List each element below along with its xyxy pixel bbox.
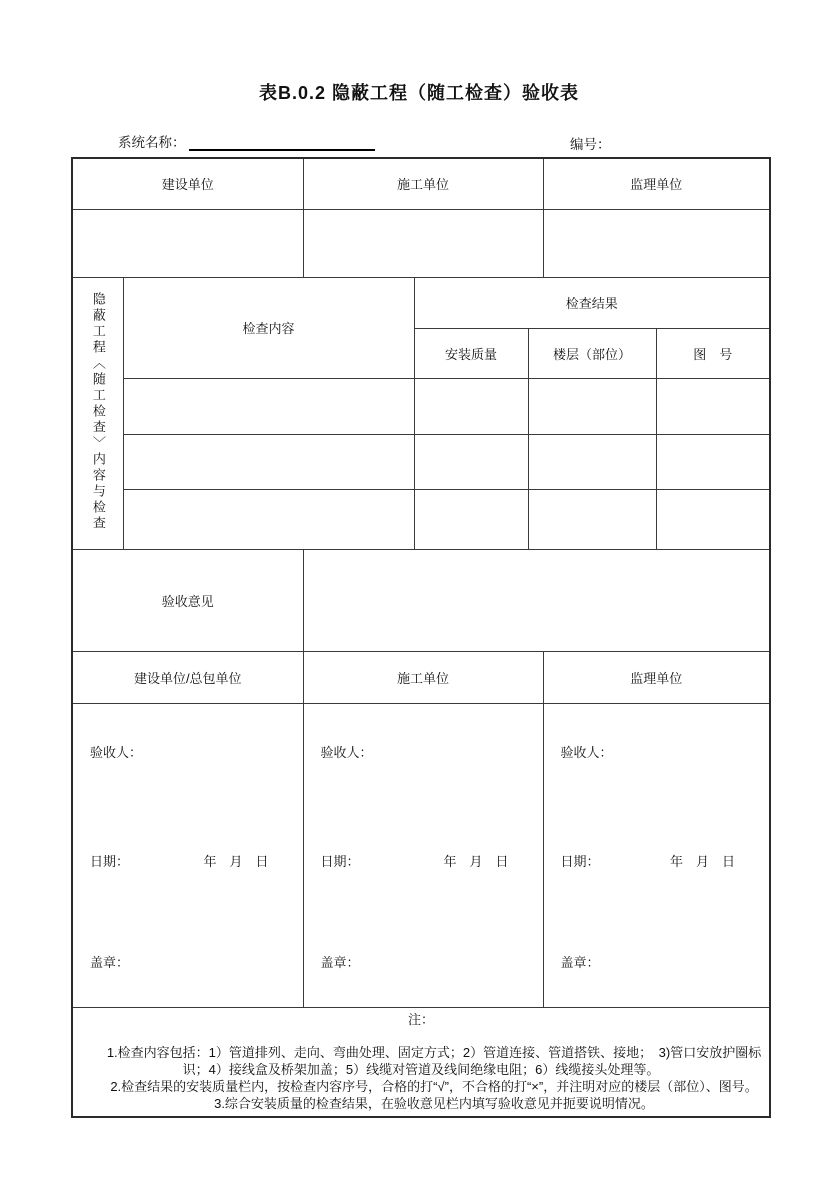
drawing-number-header: 图 号: [656, 328, 770, 378]
supervisor-unit-fill-cell[interactable]: [543, 209, 770, 277]
date-placeholder: 年 月 日: [443, 853, 509, 869]
top-construction-unit-header: 建设单位: [72, 158, 303, 209]
date-label: 日期：: [560, 853, 600, 869]
date-placeholder: 年 月 日: [670, 853, 736, 869]
acceptor-label: 验收人：: [560, 744, 613, 760]
inspection-row-1: [72, 378, 770, 434]
inspection-result-header: 检查结果: [414, 277, 770, 328]
acceptance-opinion-label: 验收意见: [72, 549, 303, 651]
floor-location-header: 楼层（部位）: [528, 328, 656, 378]
install-quality-fill-cell[interactable]: [414, 434, 528, 489]
page-title: 表B.0.2 隐蔽工程（随工检查）验收表: [258, 83, 580, 103]
acceptance-form-table: [71, 157, 771, 1118]
date-row: [90, 851, 269, 870]
system-name-input[interactable]: [189, 135, 375, 151]
seal-label: 盖章：: [320, 954, 360, 970]
top-units-fill-row: [72, 209, 770, 277]
construction-signature-cell[interactable]: [72, 703, 303, 1007]
date-row: [561, 851, 736, 870]
inspection-content-fill-cell[interactable]: [123, 489, 414, 549]
inspection-content-header: 检查内容: [123, 277, 414, 378]
notes-row: [72, 1007, 770, 1117]
drawing-number-fill-cell[interactable]: [656, 434, 770, 489]
seal-label: 盖章：: [560, 954, 600, 970]
system-name-row: [118, 131, 375, 151]
top-units-header-row: [72, 158, 770, 209]
signature-row: [72, 703, 770, 1007]
date-row: [321, 851, 509, 870]
floor-location-fill-cell[interactable]: [528, 378, 656, 434]
inspection-row-3: [72, 489, 770, 549]
date-label: 日期：: [90, 853, 130, 869]
seal-label: 盖章：: [90, 954, 130, 970]
acceptor-label: 验收人：: [90, 744, 143, 760]
floor-location-fill-cell[interactable]: [528, 489, 656, 549]
inspection-content-fill-cell[interactable]: [123, 434, 414, 489]
notes-cell: [72, 1007, 770, 1117]
note-item-1: 1.检查内容包括：1）管道排列、走向、弯曲处理、固定方式；2）管道连接、管道搭铁、接地； 3)管口安放护圈标识；4）接线盒及桥架加盖；5）线缆对管道及线间绝缘电阻；6）线缆接头处理等。: [106, 1044, 762, 1077]
note-item-2: 2.检查结果的安装质量栏内，按检查内容序号，合格的打“√”，不合格的打“×”，并注明对应的楼层（部位）、图号。: [110, 1078, 758, 1094]
contractor-unit-fill-cell[interactable]: [303, 209, 543, 277]
contractor-signature-cell[interactable]: [303, 703, 543, 1007]
top-supervisor-unit-header: 监理单位: [543, 158, 770, 209]
date-placeholder: 年 月 日: [203, 853, 269, 869]
inspection-row-2: [72, 434, 770, 489]
drawing-number-fill-cell[interactable]: [656, 378, 770, 434]
inspection-header-row-1: [72, 277, 770, 328]
construction-unit-fill-cell[interactable]: [72, 209, 303, 277]
date-label: 日期：: [320, 853, 360, 869]
install-quality-fill-cell[interactable]: [414, 378, 528, 434]
inspection-side-cell: [72, 277, 123, 549]
bottom-contractor-unit-header: 施工单位: [303, 651, 543, 703]
bottom-construction-unit-header: 建设单位/总包单位: [72, 651, 303, 703]
acceptor-label: 验收人：: [320, 744, 373, 760]
drawing-number-fill-cell[interactable]: [656, 489, 770, 549]
bottom-units-header-row: [72, 651, 770, 703]
number-label: 编号：: [570, 137, 611, 152]
inspection-content-fill-cell[interactable]: [123, 378, 414, 434]
top-contractor-unit-header: 施工单位: [303, 158, 543, 209]
system-name-label: 系统名称：: [118, 135, 186, 150]
note-item-3: 3.综合安装质量的检查结果，在验收意见栏内填写验收意见并扼要说明情况。: [214, 1096, 654, 1112]
notes-label: 注：: [408, 1011, 435, 1027]
install-quality-header: 安装质量: [414, 328, 528, 378]
floor-location-fill-cell[interactable]: [528, 434, 656, 489]
acceptance-opinion-fill-cell[interactable]: [303, 549, 770, 651]
install-quality-fill-cell[interactable]: [414, 489, 528, 549]
supervisor-signature-cell[interactable]: [543, 703, 770, 1007]
inspection-side-label: 隐蔽工程〈随工检查〉内容与检查: [90, 291, 106, 532]
acceptance-opinion-row: [72, 549, 770, 651]
bottom-supervisor-unit-header: 监理单位: [543, 651, 770, 703]
